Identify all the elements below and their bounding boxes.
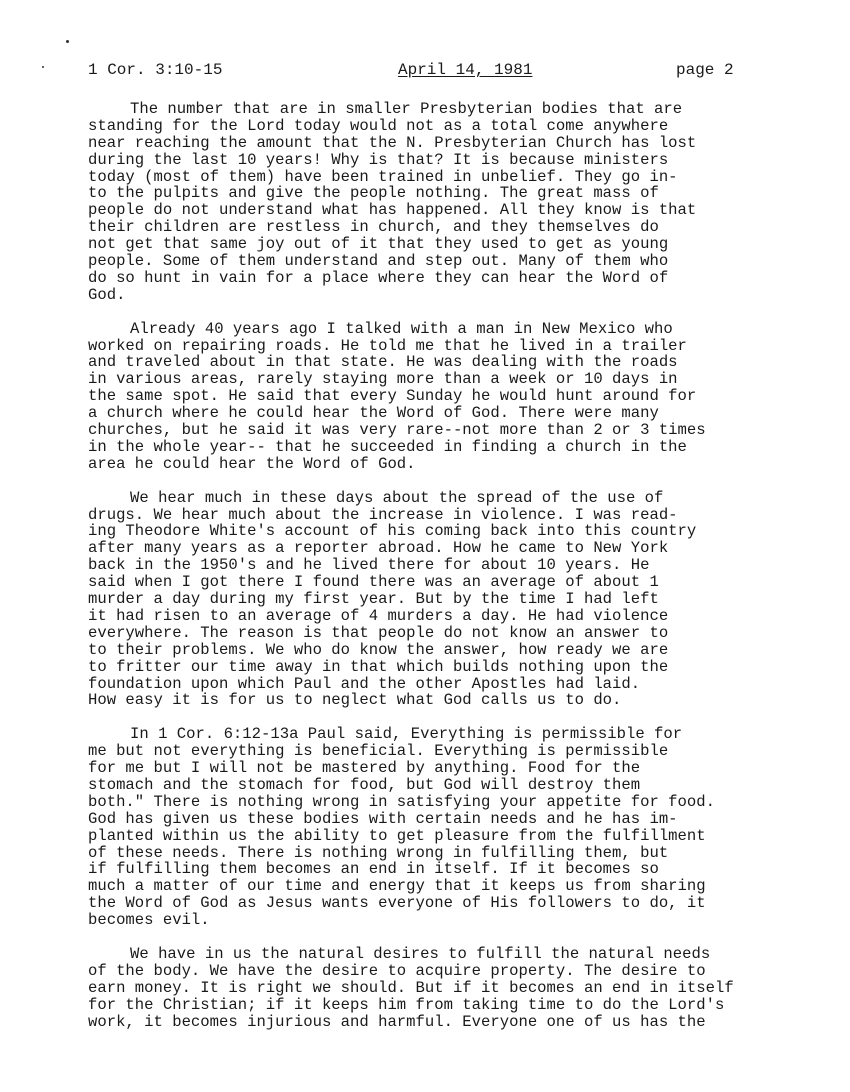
text-line: How easy it is for us to neglect what God calls us to do. bbox=[88, 691, 622, 710]
text-line: do so hunt in vain for a place where they can hear the Word of bbox=[88, 268, 669, 287]
paragraph bbox=[88, 490, 768, 710]
text-line: to fritter our time away in that which builds nothing upon the bbox=[88, 657, 669, 676]
text-line: back in the 1950's and he lived there for about 10 years. He bbox=[88, 556, 650, 575]
text-line: worked on repairing roads. He told me that he lived in a trailer bbox=[88, 336, 687, 355]
scan-speck bbox=[42, 66, 44, 68]
scripture-reference: 1 Cor. 3:10-15 bbox=[88, 61, 223, 79]
text-line: earn money. It is right we should. But if it becomes an end in itself bbox=[88, 978, 734, 997]
text-line: and traveled about in that state. He was dealing with the roads bbox=[88, 353, 678, 372]
text-line: churches, but he said it was very rare--not more than 2 or 3 times bbox=[88, 421, 706, 440]
text-line: stomach and the stomach for food, but God will destroy them bbox=[88, 775, 641, 794]
text-line: God. bbox=[88, 285, 126, 304]
text-line: everywhere. The reason is that people do not know an answer to bbox=[88, 623, 669, 642]
text-line: today (most of them) have been trained in unbelief. They go in- bbox=[88, 167, 678, 186]
text-line: planted within us the ability to get pleasure from the fulfillment bbox=[88, 826, 706, 845]
text-line: becomes evil. bbox=[88, 911, 210, 930]
document-body bbox=[88, 101, 768, 1047]
text-line: murder a day during my first year. But by the time I had left bbox=[88, 590, 659, 609]
text-line: for the Christian; if it keeps him from taking time to do the Lord's bbox=[88, 995, 725, 1014]
text-line: of these needs. There is nothing wrong in fulfilling them, but bbox=[88, 843, 669, 862]
text-line: in various areas, rarely staying more than a week or 10 days in bbox=[88, 370, 678, 389]
text-line: their children are restless in church, and they themselves do bbox=[88, 218, 659, 237]
sermon-date: April 14, 1981 bbox=[398, 61, 533, 79]
text-line: to their problems. We who do know the answer, how ready we are bbox=[88, 640, 669, 659]
text-line: in the whole year-- that he succeeded in finding a church in the bbox=[88, 437, 687, 456]
text-line: near reaching the amount that the N. Presbyterian Church has lost bbox=[88, 133, 697, 152]
text-line: area he could hear the Word of God. bbox=[88, 454, 416, 473]
text-line: for me but I will not be mastered by anything. Food for the bbox=[88, 759, 641, 778]
text-line: God has given us these bodies with certain needs and he has im- bbox=[88, 809, 678, 828]
text-line: during the last 10 years! Why is that? It is because ministers bbox=[88, 150, 669, 169]
text-line: Already 40 years ago I talked with a man in New Mexico who bbox=[130, 319, 673, 338]
text-line: it had risen to an average of 4 murders a day. He had violence bbox=[88, 606, 669, 625]
text-line: after many years as a reporter abroad. How he came to New York bbox=[88, 539, 669, 558]
paragraph bbox=[88, 321, 768, 473]
text-line: much a matter of our time and energy that it keeps us from sharing bbox=[88, 877, 706, 896]
text-line: of the body. We have the desire to acquire property. The desire to bbox=[88, 961, 706, 980]
text-line: me but not everything is beneficial. Everything is permissible bbox=[88, 742, 669, 761]
text-line: ing Theodore White's account of his coming back into this country bbox=[88, 522, 697, 541]
text-line: work, it becomes injurious and harmful. Everyone one of us has the bbox=[88, 1012, 706, 1031]
scan-speck bbox=[66, 40, 69, 43]
text-line: standing for the Lord today would not as a total come anywhere bbox=[88, 116, 669, 135]
paragraph bbox=[88, 946, 768, 1030]
paragraph bbox=[88, 101, 768, 304]
page-header bbox=[88, 58, 752, 82]
text-line: We hear much in these days about the spread of the use of bbox=[130, 488, 664, 507]
text-line: the Word of God as Jesus wants everyone of His followers to do, it bbox=[88, 894, 706, 913]
text-line: not get that same joy out of it that they used to get as young bbox=[88, 235, 669, 254]
text-line: if fulfilling them becomes an end in itself. If it becomes so bbox=[88, 860, 659, 879]
text-line: The number that are in smaller Presbyterian bodies that are bbox=[130, 100, 683, 118]
page-number: page 2 bbox=[676, 61, 734, 79]
text-line: said when I got there I found there was an average of about 1 bbox=[88, 573, 659, 592]
text-line: drugs. We hear much about the increase in violence. I was read- bbox=[88, 505, 678, 524]
text-line: to the pulpits and give the people nothing. The great mass of bbox=[88, 184, 659, 203]
text-line: foundation upon which Paul and the other Apostles had laid. bbox=[88, 674, 641, 693]
paragraph bbox=[88, 726, 768, 929]
text-line: In 1 Cor. 6:12-13a Paul said, Everything is permissible for bbox=[130, 725, 683, 744]
text-line: the same spot. He said that every Sunday he would hunt around for bbox=[88, 387, 697, 406]
text-line: both." There is nothing wrong in satisfying your appetite for food. bbox=[88, 792, 715, 811]
text-line: people do not understand what has happened. All they know is that bbox=[88, 201, 697, 220]
text-line: people. Some of them understand and step out. Many of them who bbox=[88, 252, 669, 271]
text-line: a church where he could hear the Word of God. There were many bbox=[88, 404, 659, 423]
text-line: We have in us the natural desires to fulfill the natural needs bbox=[130, 944, 711, 963]
